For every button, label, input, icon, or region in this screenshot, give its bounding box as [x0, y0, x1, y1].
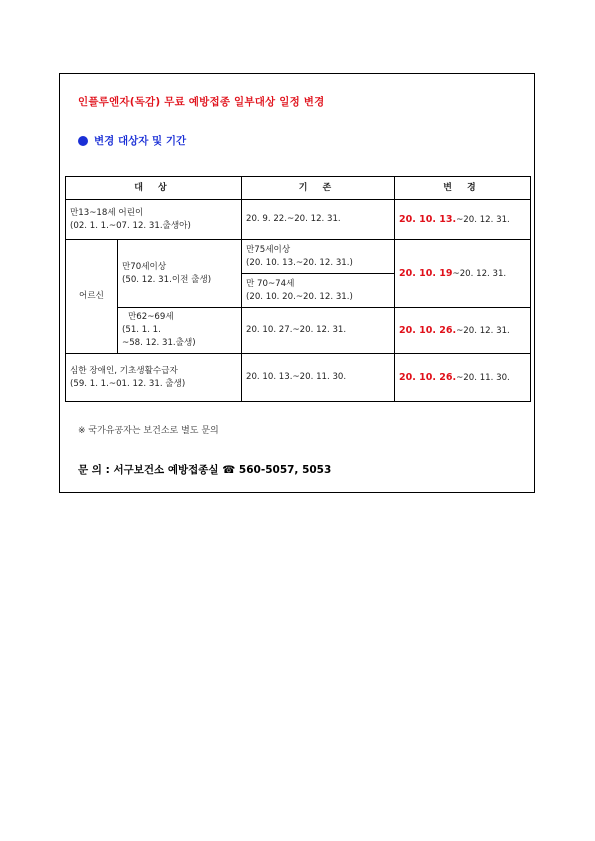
elderly-75-line2: (20. 10. 13.~20. 12. 31.) [246, 257, 353, 268]
disabled-target-line2: (59. 1. 1.~01. 12. 31. 출생) [70, 378, 186, 389]
header-target: 대 상 [66, 177, 242, 200]
elderly-70-line1: 만70세이상 [122, 261, 167, 272]
elderly-62-changed-cell [395, 308, 531, 354]
elderly-70-changed-rest: ~20. 12. 31. [452, 268, 507, 279]
elderly-70-target-cell [118, 240, 242, 308]
elderly-70-74-existing-cell [242, 274, 395, 308]
children-changed-cell [395, 200, 531, 240]
children-changed-highlight: 20. 10. 13. [399, 213, 457, 225]
disabled-changed-cell [395, 354, 531, 402]
veterans-note: ※ 국가유공자는 보건소로 별도 문의 [78, 426, 219, 436]
elderly-70-74-line1: 만 70~74세 [246, 278, 295, 289]
disabled-changed-highlight: 20. 10. 26. [399, 371, 457, 383]
disabled-changed-rest: ~20. 11. 30. [456, 372, 510, 383]
table-header-row [66, 177, 531, 200]
elderly-70-changed-highlight: 20. 10. 19 [399, 267, 453, 279]
notice-title: 인플루엔자(독감) 무료 예방접종 일부대상 일정 변경 [78, 96, 325, 108]
disabled-target-cell [66, 354, 242, 402]
section-subtitle-text: 변경 대상자 및 기간 [94, 135, 187, 147]
elderly-70-changed-cell [395, 240, 531, 308]
table-row [66, 240, 531, 274]
elderly-62-existing: 20. 10. 27.~20. 12. 31. [242, 308, 395, 354]
children-target-line2: (02. 1. 1.~07. 12. 31.출생아) [70, 220, 191, 231]
notice-frame [59, 73, 535, 493]
elderly-75-line1: 만75세이상 [246, 244, 291, 255]
table-row [66, 200, 531, 240]
children-changed-rest: ~20. 12. 31. [456, 214, 510, 225]
elderly-62-line3: ~58. 12. 31.출생) [122, 338, 196, 348]
children-existing: 20. 9. 22.~20. 12. 31. [242, 200, 395, 240]
elderly-70-line2: (50. 12. 31.이전 출생) [122, 274, 212, 285]
elderly-62-changed-rest: ~20. 12. 31. [456, 325, 510, 336]
table-row [66, 308, 531, 354]
table-row [66, 354, 531, 402]
section-subtitle [78, 133, 186, 148]
elderly-62-target-cell [118, 308, 242, 354]
header-existing: 기 존 [242, 177, 395, 200]
bullet-icon [78, 136, 88, 146]
schedule-table [65, 176, 531, 402]
elderly-62-changed-highlight: 20. 10. 26. [399, 324, 457, 336]
elderly-75-existing-cell [242, 240, 395, 274]
elderly-62-line2: (51. 1. 1. [122, 325, 161, 335]
disabled-target-line1: 심한 장애인, 기초생활수급자 [70, 365, 178, 376]
children-target-line1: 만13~18세 어린이 [70, 207, 144, 218]
elderly-62-line1: 만62~69세 [128, 312, 174, 322]
children-target-cell [66, 200, 242, 240]
elderly-70-74-line2: (20. 10. 20.~20. 12. 31.) [246, 291, 353, 302]
disabled-existing: 20. 10. 13.~20. 11. 30. [242, 354, 395, 402]
contact-info: 문 의 : 서구보건소 예방접종실 ☎ 560-5057, 5053 [78, 464, 332, 476]
elderly-group-label: 어르신 [66, 240, 118, 354]
header-changed: 변 경 [395, 177, 531, 200]
